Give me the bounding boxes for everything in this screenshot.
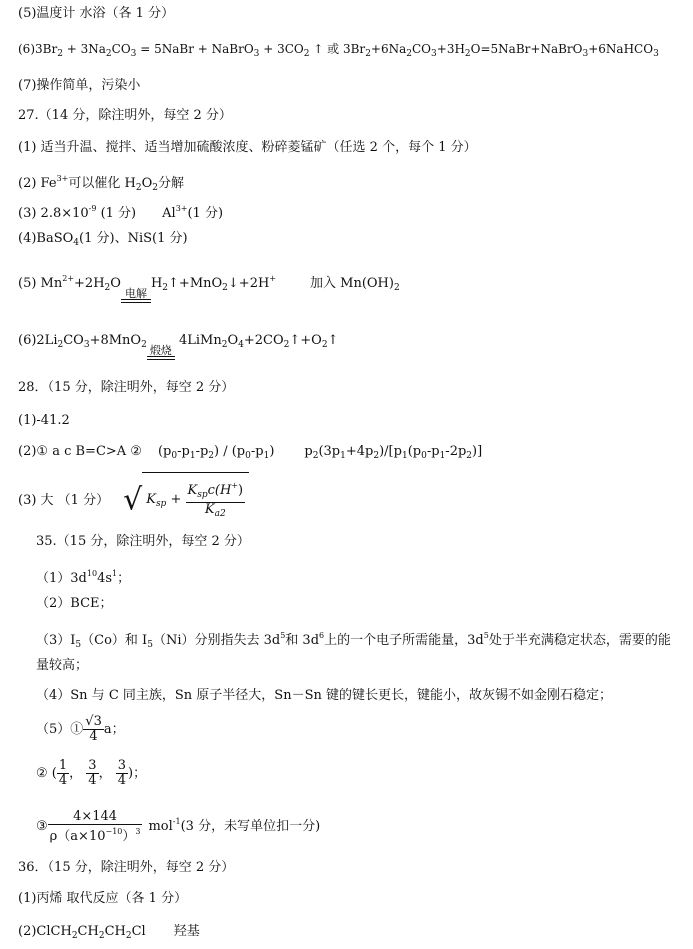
section-heading: 28．（15 分，除注明外，每空 2 分） [18, 380, 235, 395]
answer-line: (5)温度计 水浴（各 1 分） [18, 6, 175, 21]
section-heading: 35.（15 分，除注明外，每空 2 分） [36, 534, 250, 549]
answer-line: (2)① a c B=C>A ② $(p_0-p_1-p_2) / (p_0-p_1)$ $p_2(3p_1+4p_2)/[p_1(p_0-p_1-2p_2)]$ [18, 444, 483, 461]
reaction-condition: 煅烧 [147, 345, 175, 360]
equation-line: (5) $Mn^{2+}+2H_2O$ 电解 $H_2↑+MnO_2↓+2H^+$ 加入 $Mn(OH)_2$ [18, 264, 400, 303]
sqrt-expression: √ $K_{sp}$ + $\frac{K_{sp}c(H^+)}{K_{a2}}$ [123, 472, 249, 529]
answer-line: (3) $2.8\times 10^{-9}$ (1 分) $Al^{3+}(1$ 分) [18, 204, 224, 221]
answer-line: (7)操作简单，污染小 [18, 78, 141, 93]
answer-line: (1) 适当升温、搅拌、适当增加硫酸浓度、粉碎菱锰矿（任选 2 个，每个 1 分） [18, 140, 477, 155]
section-heading: 36．（15 分，除注明外，每空 2 分） [18, 860, 235, 875]
answer-line: $(3)I_5(Co)$和 $I_5(Ni)$分别指失去 $3d^5$和 $3d^6$上的一个电子所需能量，$3d^5$处于半充满稳定状态，需要的能 [36, 631, 671, 650]
answer-line: (3) 大 （1 分） √ $K_{sp}$ + $\frac{K_{sp}c(H^+)}{K_{a2}}$ [18, 472, 249, 529]
answer-line: ② ( $\frac{1}{4}$ ， $\frac{3}{4}$ ， $\frac{3}{4}$ )； [36, 758, 147, 788]
equation-line: $(6)3Br_2 + 3Na_2CO_3$ = 5NaBr + NaBrO$_3$ + $3CO_2$ ↑ 或 $3Br_2+6Na_2CO_3+3H_2O=5NaBr+NaBrO_3+6NaHCO_3$ [18, 42, 659, 59]
answer-line: $(1)3d^{10}4s^1$； [36, 569, 131, 586]
answer-line: (4)BaSO$_4$(1 分)、NiS(1 分) [18, 231, 188, 248]
answer-line: （5）① $\frac{√3}{4}$ a； [36, 714, 125, 744]
answer-line: ③ $\frac{4\times 144}{\rho(a\times 10^{-10})^3}$ mol$^{-1}$(3 分，未写单位扣一分) [36, 808, 321, 844]
section-heading: 27.（14 分，除注明外，每空 2 分） [18, 108, 232, 123]
answer-line: （4）Sn 与 C 同主族，Sn 原子半径大，Sn－Sn 键的键长更长，键能小，故灰锡不如金刚石稳定； [36, 688, 612, 703]
answer-line: (1)-41.2 [18, 413, 70, 428]
answer-line: (1)丙烯 取代反应（各 1 分） [18, 891, 188, 906]
answer-line: (2) $Fe^{3+}$可以催化 $H_2O_2$分解 [18, 174, 184, 193]
equation-line: $(6)2Li_2CO_3+8MnO_2$ 煅烧 $4LiMn_2O_4+2CO_2↑+O_2↑$ [18, 326, 338, 360]
answer-line: （2）BCE； [36, 596, 113, 611]
reaction-condition: 电解 [121, 288, 151, 303]
answer-line: 量较高； [36, 658, 89, 673]
answer-line: $(2)ClCH_2CH_2CH_2Cl$ 羟基 [18, 924, 200, 941]
